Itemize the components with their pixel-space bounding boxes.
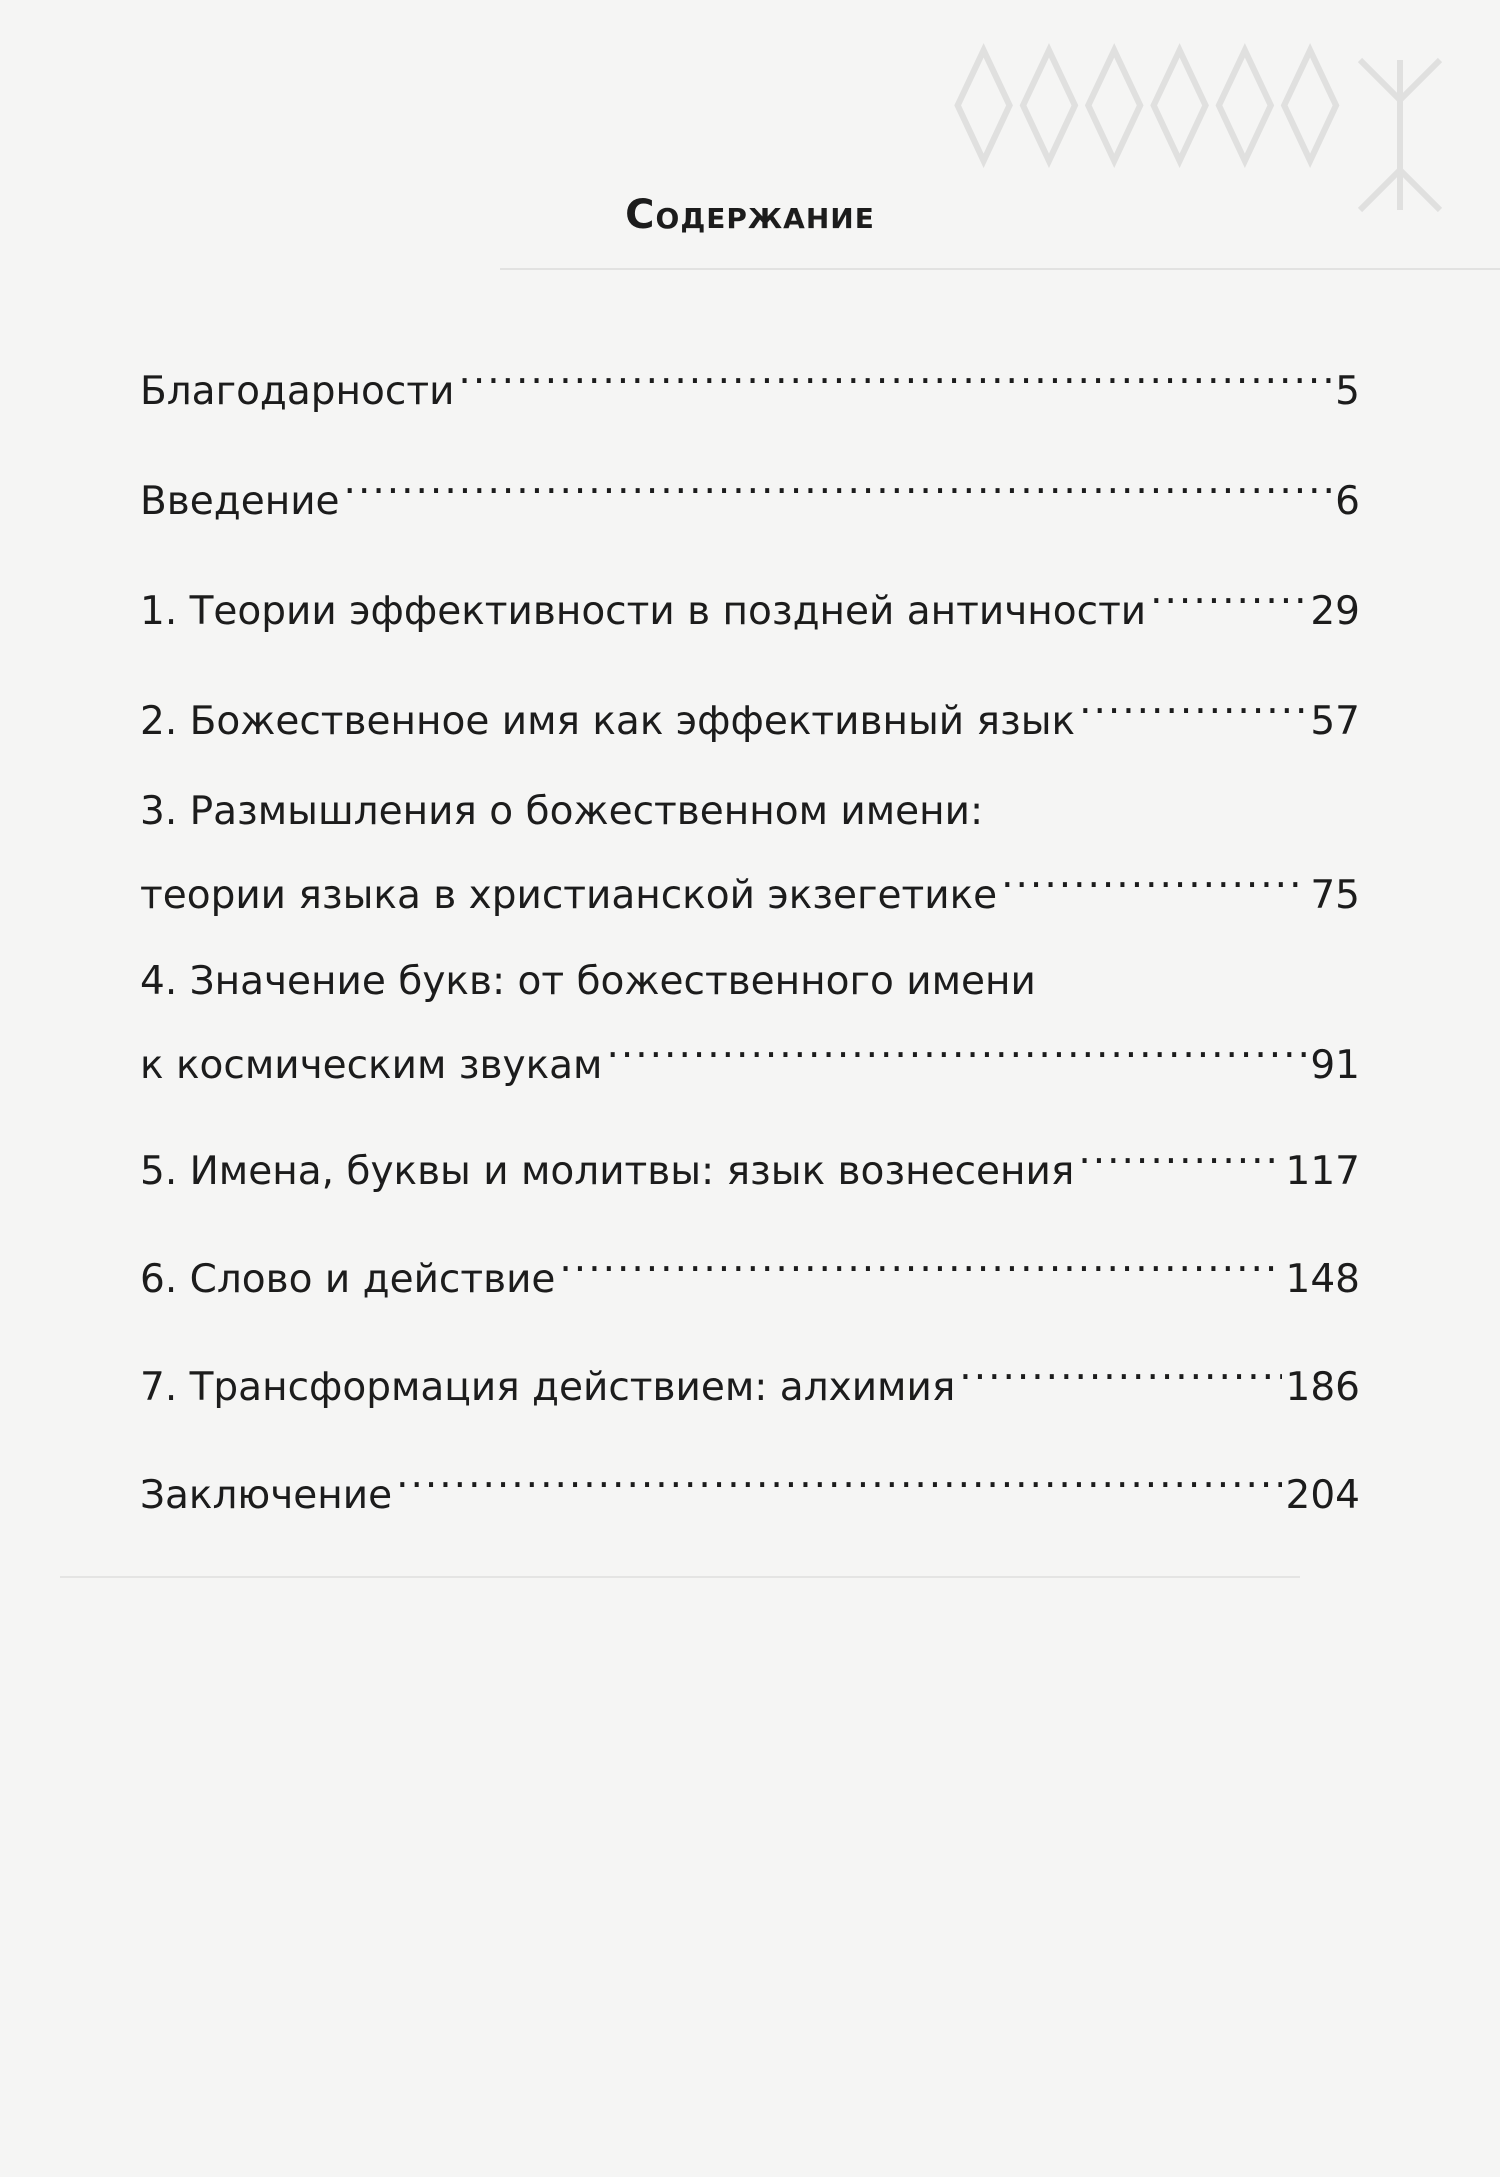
dot-leader (1078, 1120, 1281, 1184)
toc-entry (140, 1444, 1360, 1518)
dot-leader (559, 1228, 1281, 1292)
dot-leader (344, 450, 1332, 514)
dot-leader (458, 340, 1331, 404)
show-through-logo: ◊◊◊◊◊◊ (948, 30, 1340, 169)
toc-line (140, 780, 1360, 844)
toc-entry (140, 780, 1360, 918)
toc-line (140, 1120, 1360, 1194)
toc-entry (140, 670, 1360, 744)
toc-entry-title: 3. Размышления о божественном имени: (140, 789, 984, 834)
toc-line (140, 450, 1360, 524)
toc-entry-title: 6. Слово и действие (140, 1257, 556, 1302)
toc-entry (140, 1228, 1360, 1302)
toc-line (140, 950, 1360, 1014)
dot-leader (1150, 560, 1306, 624)
toc-line (140, 1336, 1360, 1410)
toc-line (140, 1014, 1360, 1088)
dot-leader (396, 1444, 1281, 1508)
dot-leader (959, 1336, 1281, 1400)
toc-line (140, 340, 1360, 414)
toc-entry-title: 2. Божественное имя как эффективный язык (140, 699, 1076, 744)
toc-page-number: 186 (1285, 1365, 1360, 1410)
toc-entry-title: Благодарности (140, 369, 455, 414)
toc-entry-title: Введение (140, 479, 340, 524)
toc-entry-title: 5. Имена, буквы и молитвы: язык вознесения (140, 1149, 1075, 1194)
toc-line (140, 670, 1360, 744)
toc-page-number: 204 (1285, 1473, 1360, 1518)
dot-leader (1079, 670, 1306, 734)
toc-entry (140, 450, 1360, 524)
toc-entry (140, 950, 1360, 1088)
toc-entry (140, 1336, 1360, 1410)
toc-entry (140, 340, 1360, 414)
toc-entry-title: 4. Значение букв: от божественного имени (140, 959, 1036, 1004)
toc-line (140, 1228, 1360, 1302)
toc-entry-title: 7. Трансформация действием: алхимия (140, 1365, 956, 1410)
toc-entry-title-continued: теории языка в христианской экзегетике (140, 873, 998, 918)
show-through-rule-bottom (60, 1576, 1300, 1578)
toc-page-number: 57 (1310, 699, 1360, 744)
toc-line (140, 1444, 1360, 1518)
show-through-rule (500, 268, 1500, 270)
toc-page-number: 6 (1335, 479, 1360, 524)
toc-page-number: 91 (1310, 1043, 1360, 1088)
toc-entry (140, 1120, 1360, 1194)
toc-line (140, 560, 1360, 634)
toc-page-number: 29 (1310, 589, 1360, 634)
dot-leader (606, 1014, 1306, 1078)
page-title: Содержание (625, 192, 875, 238)
toc-entry-title-continued: к космическим звукам (140, 1043, 603, 1088)
toc-page-number: 148 (1285, 1257, 1360, 1302)
toc-page-number: 5 (1335, 369, 1360, 414)
dot-leader (1001, 844, 1306, 908)
toc-page-number: 75 (1310, 873, 1360, 918)
toc-line (140, 844, 1360, 918)
toc-page-number: 117 (1285, 1149, 1360, 1194)
toc-entry (140, 560, 1360, 634)
toc-entry-title: Заключение (140, 1473, 393, 1518)
toc-entry-title: 1. Теории эффективности в поздней античности (140, 589, 1147, 634)
